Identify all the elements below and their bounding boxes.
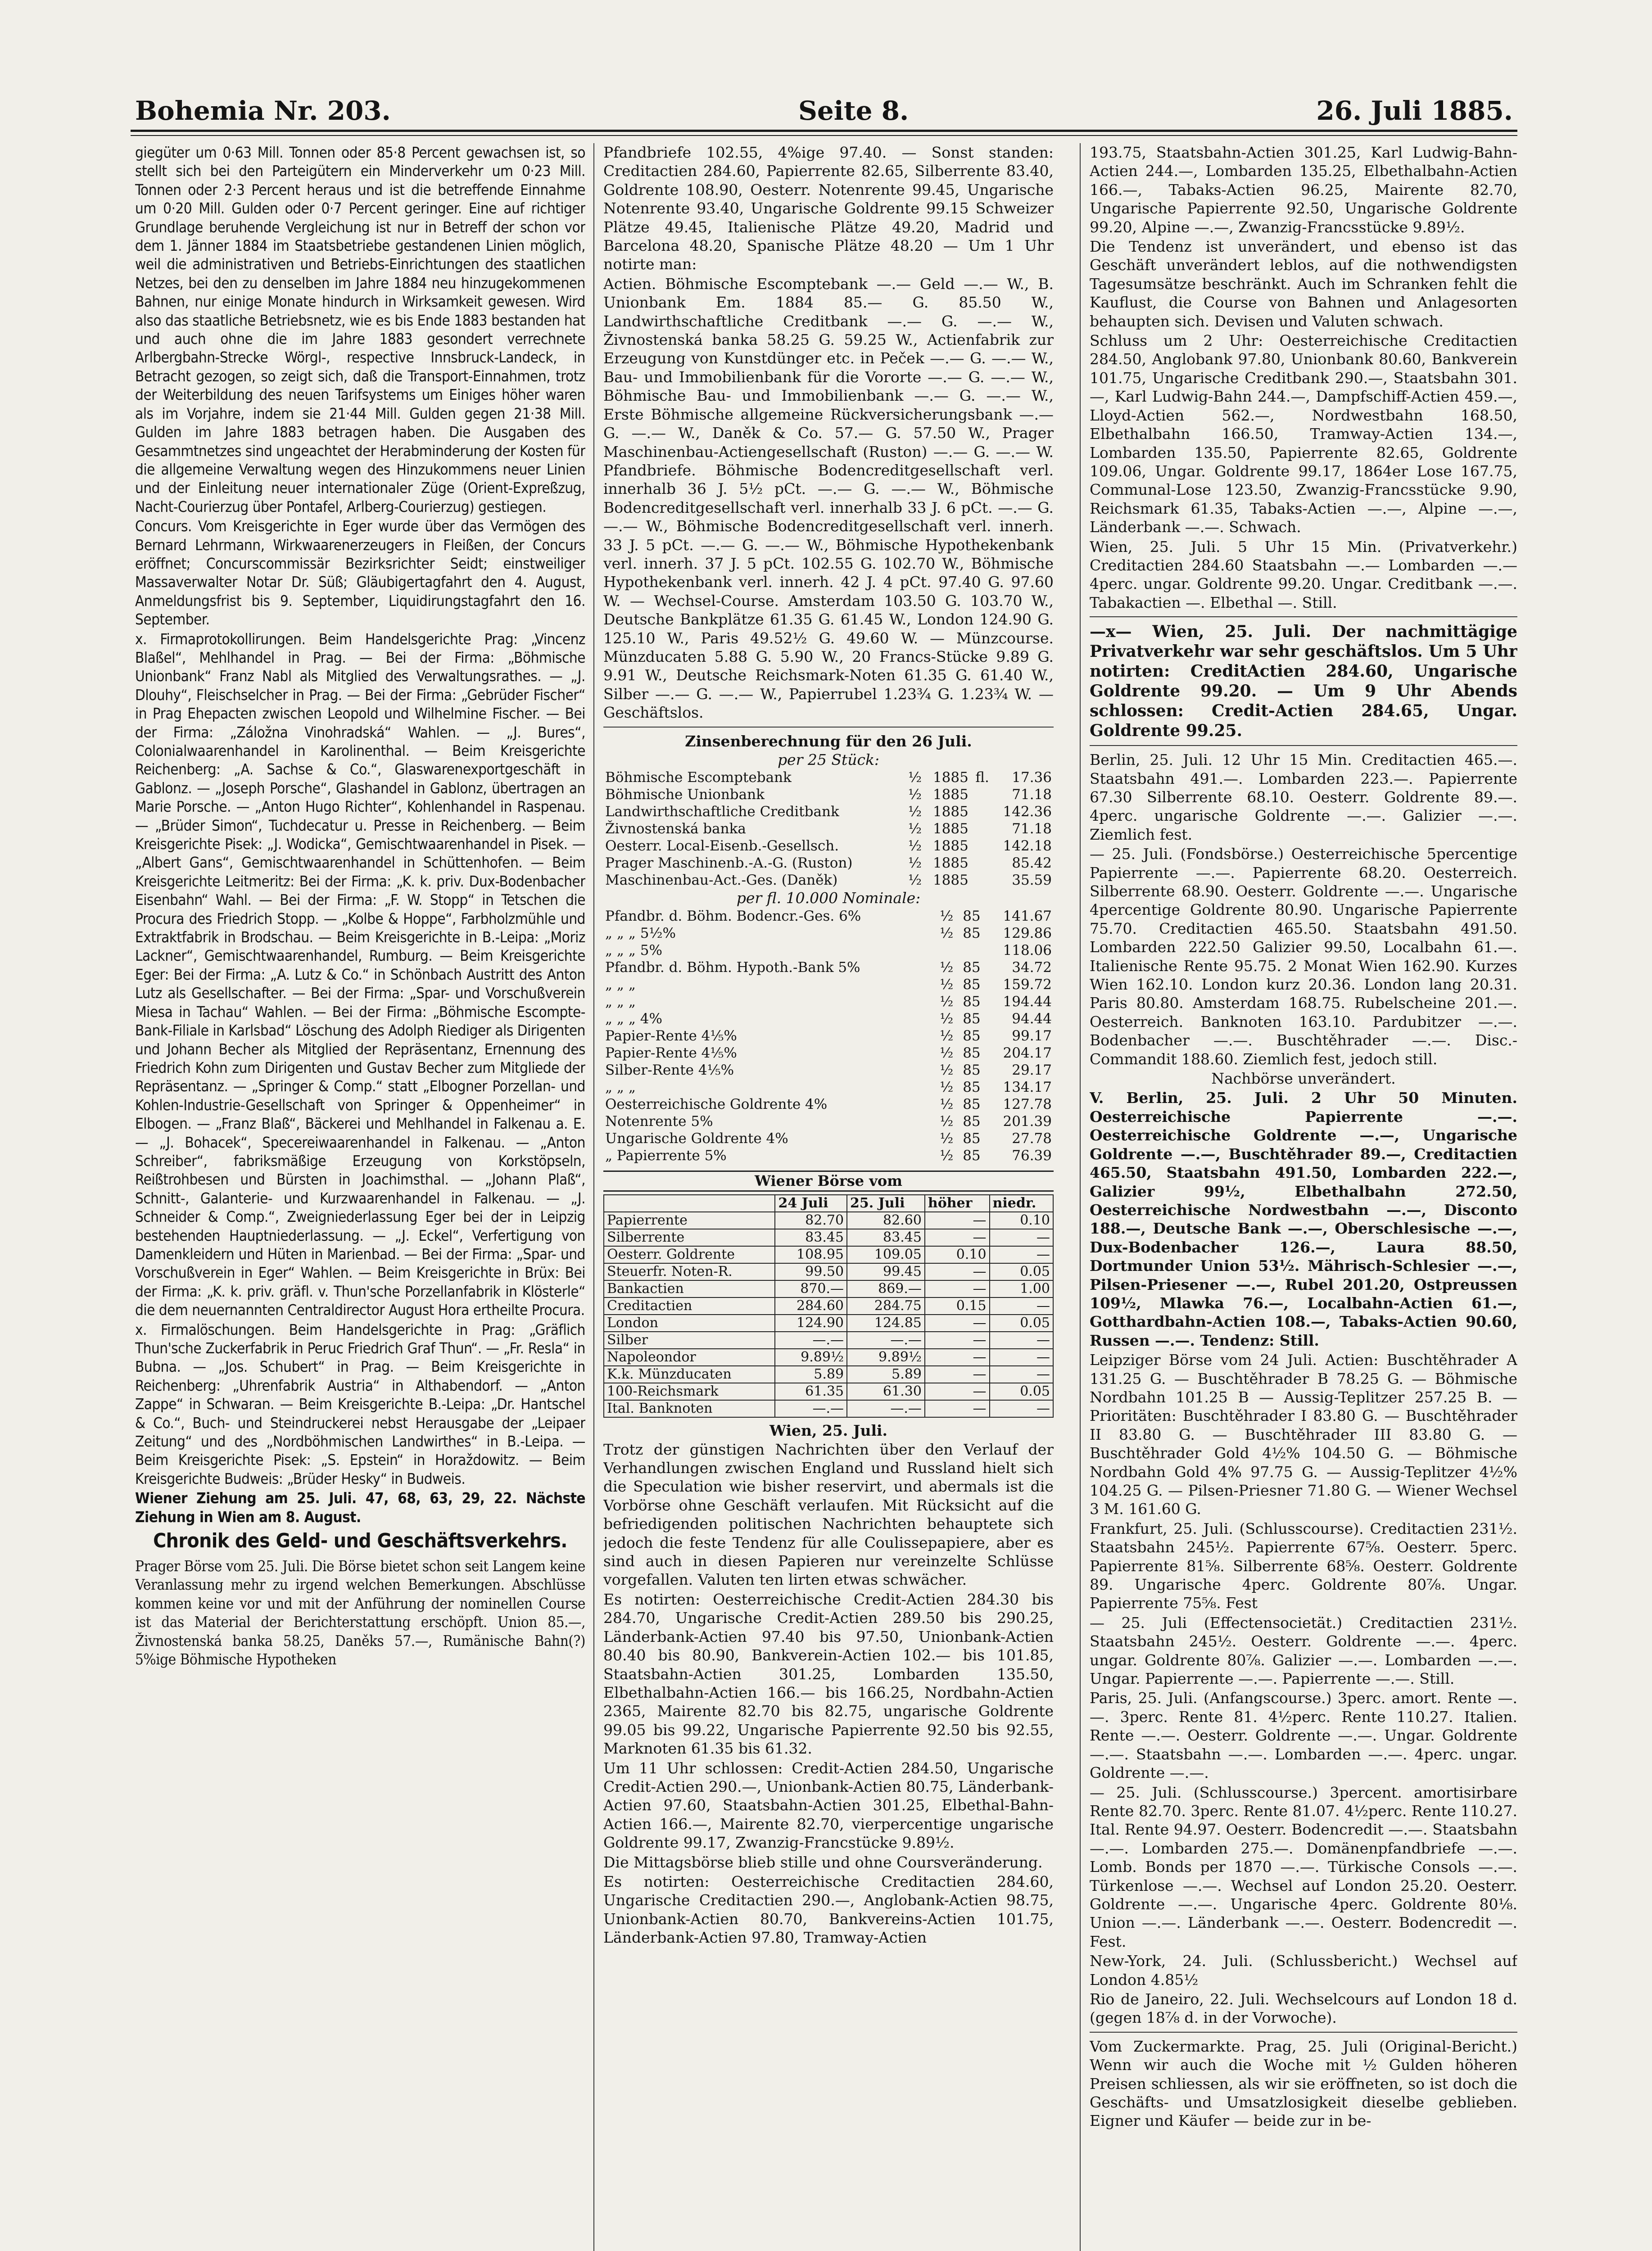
interest-row bbox=[603, 1096, 1054, 1113]
table-cell: 124.90 bbox=[775, 1315, 847, 1332]
table-cell: —.— bbox=[775, 1400, 847, 1417]
article-vienna-11uhr: Um 11 Uhr schlossen: Credit-Actien 284.50, Ungarische Credit-Actien 290.—, Unionbank-Actien 80.75, Länderbank-Actien 97.60, Staatsbahn-Actien 301.25, Elbethal-Bahn-Actien 166.—, Mairente 82.70, vierpercentige ungarische Goldrente 99.17, Zwanzig-Francstücke 9.89½. bbox=[603, 1759, 1054, 1852]
table-cell-label: „ „ „ bbox=[605, 993, 636, 1010]
interest-table-subtitle: per 25 Stück: bbox=[777, 751, 880, 768]
table-cell: 1885 bbox=[932, 855, 969, 872]
page-header bbox=[135, 77, 1513, 126]
column-separator bbox=[593, 143, 594, 2251]
table-cell: ½ bbox=[940, 1010, 954, 1027]
table-cell: 34.72 bbox=[1012, 959, 1052, 976]
table-cell-label: Napoleondor bbox=[604, 1349, 775, 1366]
table-cell: — bbox=[925, 1400, 990, 1417]
table-cell-label: Pfandbr. d. Böhm. Hypoth.-Bank 5% bbox=[605, 959, 860, 976]
interest-row bbox=[603, 942, 1054, 959]
table-cell: 142.36 bbox=[1003, 804, 1052, 820]
table-cell-label: „ Papierrente 5% bbox=[605, 1147, 727, 1164]
table-cell: 94.44 bbox=[1012, 1010, 1052, 1027]
table-cell: 61.35 bbox=[775, 1383, 847, 1400]
table-cell: 99.45 bbox=[847, 1263, 925, 1280]
table-cell: 284.60 bbox=[775, 1297, 847, 1315]
divider bbox=[1090, 745, 1517, 746]
article-new-york: New-York, 24. Juli. (Schlussbericht.) Wechsel auf London 4.85½ bbox=[1090, 1952, 1517, 1989]
exchange-row bbox=[604, 1315, 1053, 1332]
divider bbox=[1090, 616, 1517, 617]
article-paris: Paris, 25. Juli. (Anfangscourse.) 3perc. amort. Rente —.—. 3perc. Rente 81. 4½perc. Rente 110.27. Italien. Rente —.—. Oesterr. Goldrente —.—. Ungar. Goldrente —.—. Staatsbahn —.—. Lombarden —.—. 4perc. ungar. Goldrente —.—. bbox=[1090, 1689, 1517, 1782]
table-cell: ½ bbox=[940, 925, 954, 941]
header-date: 26. Juli 1885. bbox=[1316, 95, 1513, 126]
table-cell bbox=[970, 786, 991, 803]
table-cell: 141.67 bbox=[1003, 908, 1052, 924]
column-2 bbox=[603, 143, 1054, 2251]
table-cell: ½ bbox=[908, 855, 922, 872]
table-cell: 85 bbox=[963, 908, 981, 924]
interest-row bbox=[603, 976, 1054, 993]
article-vienna-notirten: Es notirten: Oesterreichische Credit-Actien 284.30 bis 284.70, Ungarische Credit-Actien 289.50 bis 290.25, Länderbank-Actien 97.40 bis 97.50, Unionbank-Actien 80.40 bis 80.90, Bankverein-Actien 102.— bis 101.85, Staatsbahn-Actien 301.25, Lombarden 135.50, Elbethalbahn-Actien 166.— bis 166.25, Nordbahn-Actien 2365, Mairente 82.70 bis 82.75, ungarische Goldrente 99.05 bis 99.22, Ungarische Papierrente 92.50 bis 92.55, Marknoten 61.35 bis 61.32. bbox=[603, 1590, 1054, 1758]
table-cell: ½ bbox=[908, 769, 922, 786]
header-rule-thin bbox=[131, 135, 1517, 136]
table-cell: — bbox=[925, 1366, 990, 1383]
table-cell-label: Böhmische Unionbank bbox=[605, 786, 765, 803]
table-cell: 204.17 bbox=[1003, 1044, 1052, 1061]
article-lottery-draw: Wiener Ziehung am 25. Juli. 47, 68, 63, 29, 22. Nächste Ziehung in Wien am 8. August. bbox=[135, 1489, 585, 1526]
table-cell: 71.18 bbox=[1012, 786, 1052, 803]
table-cell: ½ bbox=[940, 976, 954, 993]
table-cell bbox=[982, 1079, 987, 1096]
article-berlin-250: V. Berlin, 25. Juli. 2 Uhr 50 Minuten. Oesterreichische Papierrente —.—. Oesterreichische Goldrente —.—, Ungarische Goldrente —.—, Buschtěhrader 89.—, Creditactien 465.50, Staatsbahn 491.50, Lombarden 222.—, Galizier 99½, Elbethalbahn 272.50, Oesterreichische Nordwestbahn —.—, Disconto 188.—, Deutsche Bank —.—, Oberschlesische —.—, Dux-Bodenbacher 126.—, Laura 88.50, Dortmunder Union 53½. Mährisch-Schlesier —.—, Pilsen-Priesener —.—, Rubel 201.20, Ostpreussen 109½, Mlawka 76.—, Localbahn-Actien 61.—, Gotthardbahn-Actien 108.—, Tabaks-Actien 90.60, Russen —.—. Tendenz: Still. bbox=[1090, 1089, 1517, 1349]
article-frankfurt: Frankfurt, 25. Juli. (Schlusscourse). Creditactien 231½. Staatsbahn 245½. Papierrente 67⅝. Oesterr. 5perc. Papierrente 81⅝. Silberrente 68⅝. Oesterr. Goldrente 89. Ungarische 4perc. Goldrente 80⅞. Ungar. Papierrente 75⅝. Fest bbox=[1090, 1519, 1517, 1612]
table-cell: 142.18 bbox=[1003, 838, 1052, 854]
table-cell: — bbox=[990, 1297, 1053, 1315]
table-cell: — bbox=[925, 1229, 990, 1246]
table-cell: 0.10 bbox=[990, 1212, 1053, 1229]
table-cell: 0.10 bbox=[925, 1246, 990, 1263]
table-cell: —.— bbox=[847, 1332, 925, 1349]
table-cell: 85 bbox=[963, 1027, 981, 1044]
interest-row bbox=[603, 1062, 1054, 1079]
article-vienna-close: Schluss um 2 Uhr: Oesterreichische Creditactien 284.50, Anglobank 97.80, Unionbank 80.60, Bankverein 101.75, Ungarische Creditbank 290.—, Staatsbahn 301.—, Karl Ludwig-Bahn 244.—, Dampfschiff-Actien 459.—, Lloyd-Actien 562.—, Nordwestbahn 168.50, Elbethalbahn 166.50, Tramway-Actien 134.—, Lombarden 135.50, Papierrente 82.65, Goldrente 109.06, Ungar. Goldrente 99.17, 1864er Lose 167.75, Communal-Lose 123.50, Zwanzig-Francsstücke 9.90, Reichsmark 61.35, Tabaks-Actien —.—, Alpine —.—, Länderbank —.—. Schwach. bbox=[1090, 332, 1517, 536]
table-cell: 1885 bbox=[932, 821, 969, 837]
table-cell: 99.50 bbox=[775, 1263, 847, 1280]
exchange-row bbox=[604, 1366, 1053, 1383]
table-cell: 9.89½ bbox=[775, 1349, 847, 1366]
table-cell-label: Ungarische Goldrente 4% bbox=[605, 1130, 788, 1147]
table-cell: 82.70 bbox=[775, 1212, 847, 1229]
table-cell: ½ bbox=[940, 1079, 954, 1095]
column-1 bbox=[135, 143, 585, 2251]
table-cell: 201.39 bbox=[1003, 1113, 1052, 1130]
table-cell: — bbox=[925, 1349, 990, 1366]
table-header-cell: niedr. bbox=[990, 1195, 1053, 1212]
article-frankfurt-2: — 25. Juli (Effectensocietät.) Creditactien 231½. Staatsbahn 245½. Oesterr. Goldrente —.—. 4perc. ungar. Goldrente 80⅞. Galizier —.—. Lombarden —.—. Ungar. Papierrente —.—. Papierrente —.—. Still. bbox=[1090, 1614, 1517, 1688]
table-cell-label: Silber-Rente 4⅕% bbox=[605, 1062, 734, 1078]
table-cell-label: Oesterr. Local-Eisenb.-Gesellsch. bbox=[605, 838, 839, 854]
exchange-row bbox=[604, 1263, 1053, 1280]
divider bbox=[603, 727, 1054, 728]
table-cell: ½ bbox=[908, 804, 922, 820]
table-cell bbox=[982, 1010, 987, 1027]
table-header-cell bbox=[604, 1195, 775, 1212]
table-cell bbox=[970, 820, 991, 837]
table-cell: 85 bbox=[963, 1044, 981, 1061]
article-vienna-private: Wien, 25. Juli. 5 Uhr 15 Min. (Privatverkehr.) Creditactien 284.60 Staatsbahn —.— Lombarden —.— 4perc. ungar. Goldrente 99.20. Ungar. Creditbank —.—. Tabakactien —. Elbethal —. Still. bbox=[1090, 538, 1517, 611]
table-cell: ½ bbox=[940, 1147, 954, 1164]
table-cell-label: Pfandbr. d. Böhm. Bodencr.-Ges. 6% bbox=[605, 908, 861, 924]
exchange-row bbox=[604, 1383, 1053, 1400]
exchange-row bbox=[604, 1349, 1053, 1366]
table-cell: — bbox=[990, 1400, 1053, 1417]
exchange-row bbox=[604, 1297, 1053, 1315]
table-cell: 71.18 bbox=[1012, 821, 1052, 837]
table-cell: 83.45 bbox=[775, 1229, 847, 1246]
interest-row bbox=[603, 820, 1054, 837]
table-cell-label: „ „ „ 5½% bbox=[605, 925, 676, 941]
table-cell: — bbox=[990, 1246, 1053, 1263]
table-cell-label: Papier-Rente 4⅕% bbox=[605, 1044, 737, 1061]
table-cell bbox=[982, 942, 987, 959]
table-cell: — bbox=[925, 1280, 990, 1297]
vienna-exchange-title: Wiener Börse vom bbox=[603, 1171, 1054, 1192]
interest-row bbox=[603, 769, 1054, 786]
interest-row bbox=[603, 908, 1054, 925]
article-prague-actien: Actien. Böhmische Escomptebank —.— Geld —.— W., B. Unionbank Em. 1884 85.— G. 85.50 W., Landwirthschaftliche Creditbank —.— G. —.— W., Živnostenská banka 58.25 G. 59.25 W., Actienfabrik zur Erzeugung von Kunstdünger etc. in Peček —.— G. —.— W., Bau- und Immobilienbank für die Vororte —.— G. —.— W., Böhmische Bau- und Immobilienbank —.— G. —.— W., Erste Böhmische allgemeine Rückversicherungsbank —.— G. —.— W., Daněk & Co. 57.— G. 57.50 W., Prager Maschinenbau-Actiengesellschaft (Ruston) —.— G. —.— W. Pfandbriefe. Böhmische Bodencreditgesellschaft verl. innerhalb 36 J. 5½ pCt. —.— G. —.— W., Böhmische Bodencreditgesellschaft verl. innerhalb 33 J. 6 pCt. —.— G. —.— W., Böhmische Bodencreditgesellschaft verl. innerh. 33 J. 5 pCt. —.— G. —.— W., Böhmische Hypothekenbank verl. innerh. 37 J. 5 pCt. 102.55 G. 102.70 W., Böhmische Hypothekenbank verl. innerh. 42 J. 4 pCt. 97.40 G. 97.60 W. — Wechsel-Course. Amsterdam 103.50 G. 103.70 W., Deutsche Bankplätze 61.35 G. 61.45 W., London 124.90 G. 125.10 W., Paris 49.52½ G. 49.60 W. — Münzcourse. Münzducaten 5.88 G. 5.90 W., 20 Francs-Stücke 9.89 G. 9.91 W., Deutsche Reichsmark-Noten 61.35 G. 61.40 W., Silber —.— G. —.— W., Papierrubel 1.23¾ G. 1.23¾ W. — Geschäftslos. bbox=[603, 275, 1054, 722]
table-cell bbox=[982, 993, 987, 1010]
table-cell bbox=[982, 1062, 987, 1079]
interest-row bbox=[603, 1079, 1054, 1096]
interest-row bbox=[603, 925, 1054, 942]
table-cell bbox=[982, 1044, 987, 1062]
interest-row bbox=[603, 854, 1054, 872]
article-prague-exchange: Prager Börse vom 25. Juli. Die Börse bietet schon seit Langem keine Veranlassung mehr zu irgend welchen Bemerkungen. Abschlüsse kommen keine vor und mit der Anführung der nominellen Course ist das Material der Berichterstattung erschöpft. Union 85.—, Živnostenská banka 58.25, Daněks 57.—, Rumänische Bahn(?) 5%ige Böhmische Hypotheken bbox=[135, 1557, 585, 1668]
table-cell: 83.45 bbox=[847, 1229, 925, 1246]
table-cell: ½ bbox=[940, 959, 954, 976]
interest-table bbox=[603, 769, 1054, 889]
article-railway-report: giegüter um 0·63 Mill. Tonnen oder 85·8 Percent gewachsen ist, so stellt sich bei den Parteigütern ein Minderverkehr um 0·23 Mill. Tonnen oder 2·3 Percent heraus und ist die betreffende Einnahme um 0·20 Mill. Gulden oder 0·7 Percent geringer. Eine auf richtiger Grundlage beruhende Vergleichung ist nur in Betreff der schon vor dem 1. Jänner 1884 im Staatsbetriebe gestandenen Linien möglich, weil die administrativen und Betriebs-Einrichtungen des staatlichen Netzes, bei den zu denselben im Jahre 1884 neu hinzugekommenen Bahnen, nur einige Monate hindurch in Wirksamkeit gewesen. Wird also das staatliche Betriebsnetz, wie es bis Ende 1883 bestanden hat und auch ohne die im Jahre 1883 gesondert verrechnete Arlbergbahn-Strecke Wörgl-, respective Innsbruck-Landeck, in Betracht gezogen, so zeigt sich, daß die Transport-Einnahmen, trotz der Weiterbildung des neuen Tarifsystems um Einiges höher waren als im Vorjahre, indem sie 21·44 Mill. Gulden gegen 21·38 Mill. Gulden im Jahre 1883 betragen haben. Die Ausgaben des Gesammtnetzes sind ungeachtet der Herabminderung der Kosten für die allgemeine Verwaltung wegen des Hinzukommens neuer Linien und der Einleitung neuer internationaler Züge (Orient-Expreßzug, Nacht-Courierzug über Pontafel, Arlberg-Courierzug) gestiegen. bbox=[135, 144, 585, 515]
table-cell bbox=[982, 1130, 987, 1147]
table-cell-label: K.k. Münzducaten bbox=[604, 1366, 775, 1383]
interest-row bbox=[603, 786, 1054, 803]
interest-row bbox=[603, 803, 1054, 820]
table-cell: —.— bbox=[847, 1400, 925, 1417]
table-cell bbox=[982, 959, 987, 976]
exchange-row bbox=[604, 1212, 1053, 1229]
table-cell bbox=[982, 925, 987, 942]
table-cell-label: „ „ „ bbox=[605, 1079, 636, 1095]
article-firm-deletions: x. Firmalöschungen. Beim Handelsgerichte in Prag: „Gräflich Thun'sche Zuckerfabrik in Peruc Friedrich Graf Thun“. — „Fr. Resla“ in Bubna. — „Jos. Schubert“ in Prag. — Beim Kreisgerichte in Reichenberg: „Uhrenfabrik Austria“ in Althabendorf. — „Anton Zappe“ in Schwaran. — Beim Kreisgerichte B.-Leipa: „Dr. Hantschel & Co.“, Buch- und Steindruckerei nebst Herausgabe der „Leipaer Zeitung“ und des „Nordböhmischen Landwirthes“ in B.-Leipa. — Beim Kreisgerichte Pisek: „S. Epstein“ in Horaždowitz. — Beim Kreisgerichte Budweis: „Brüder Hesky“ in Budweis. bbox=[135, 1320, 585, 1487]
exchange-row bbox=[604, 1400, 1053, 1417]
table-cell-label: Silberrente bbox=[604, 1229, 775, 1246]
table-cell: 17.36 bbox=[1012, 769, 1052, 786]
interest-row bbox=[603, 1010, 1054, 1027]
table-cell-label: Oesterreichische Goldrente 4% bbox=[605, 1096, 828, 1112]
article-sugar-market: Vom Zuckermarkte. Prag, 25. Juli (Original-Bericht.) Wenn wir auch die Woche mit ½ Gulden höheren Preisen schliessen, als wir sie eröffneten, so ist doch die Geschäfts- und Umsatzlosigkeit dieselbe geblieben. Eigner und Käufer — beide zur in be- bbox=[1090, 2037, 1517, 2130]
table-cell: 108.95 bbox=[775, 1246, 847, 1263]
table-cell: 29.17 bbox=[1012, 1062, 1052, 1078]
table-cell: — bbox=[925, 1263, 990, 1280]
table-cell: 0.05 bbox=[990, 1263, 1053, 1280]
interest-row bbox=[603, 993, 1054, 1010]
table-cell bbox=[982, 1113, 987, 1130]
table-cell: ½ bbox=[940, 1130, 954, 1147]
vienna-report-title: Wien, 25. Juli. bbox=[769, 1422, 888, 1440]
table-cell: 85 bbox=[963, 1130, 981, 1147]
table-cell: 5.89 bbox=[775, 1366, 847, 1383]
exchange-row bbox=[604, 1229, 1053, 1246]
table-cell: 870.— bbox=[775, 1280, 847, 1297]
article-vienna-afternoon: —x— Wien, 25. Juli. Der nachmittägige Privatverkehr war sehr geschäftslos. Um 5 Uhr notirten: CreditActien 284.60, Ungarische Goldrente 99.20. — Um 9 Uhr Abends schlossen: Credit-Actien 284.65, Ungar. Goldrente 99.25. bbox=[1090, 622, 1517, 741]
table-header-cell: 24 Juli bbox=[775, 1195, 847, 1212]
table-cell: 159.72 bbox=[1003, 976, 1052, 993]
table-cell: 1885 bbox=[932, 838, 969, 854]
interest-row bbox=[603, 837, 1054, 854]
table-cell: 1.00 bbox=[990, 1280, 1053, 1297]
table-cell bbox=[970, 854, 991, 872]
table-cell: 9.89½ bbox=[847, 1349, 925, 1366]
table-cell bbox=[933, 942, 955, 959]
table-cell bbox=[982, 1147, 987, 1164]
table-cell: —.— bbox=[775, 1332, 847, 1349]
table-cell: 118.06 bbox=[1003, 942, 1052, 958]
column-3 bbox=[1090, 143, 1517, 2251]
table-cell-label: Landwirthschaftliche Creditbank bbox=[605, 804, 839, 820]
table-cell: — bbox=[925, 1383, 990, 1400]
table-cell: 85 bbox=[963, 993, 981, 1010]
table-cell: 0.05 bbox=[990, 1383, 1053, 1400]
exchange-row bbox=[604, 1332, 1053, 1349]
header-rule bbox=[131, 130, 1517, 132]
table-cell: 124.85 bbox=[847, 1315, 925, 1332]
table-cell: 61.30 bbox=[847, 1383, 925, 1400]
interest-row bbox=[603, 872, 1054, 889]
table-cell: 1885 bbox=[932, 786, 969, 803]
table-cell: 0.15 bbox=[925, 1297, 990, 1315]
header-page-number: Seite 8. bbox=[798, 95, 909, 126]
table-cell: 85 bbox=[963, 1096, 981, 1112]
interest-row bbox=[603, 1044, 1054, 1062]
table-cell: — bbox=[990, 1229, 1053, 1246]
table-cell-label: Creditactien bbox=[604, 1297, 775, 1315]
article-berlin-fonds: — 25. Juli. (Fondsbörse.) Oesterreichische 5percentige Papierrente —.—. Papierrente 68.20. Oesterreich. Silberrente 68.90. Oesterr. Goldrente —.—. Ungarische 4percentige Goldrente 80.90. Ungarische Papierrente 75.70. Creditactien 465.50. Staatsbahn 491.50. Lombarden 222.50 Galizier 99.50, Localbahn 61.—. Italienische Rente 95.75. 2 Monat Wien 162.90. Kurzes Wien 162.10. London kurz 20.36. London lang 20.31. Paris 80.80. Amsterdam 168.75. Rubelscheine 201.—. Oesterreich. Banknoten 163.10. Pardubitzer —.—. Bodenbacher —.—. Buschtěhrader —.—. Disc.-Commandit 188.60. Ziemlich fest, jedoch still. bbox=[1090, 845, 1517, 1068]
table-cell bbox=[970, 837, 991, 854]
table-header-cell: höher bbox=[925, 1195, 990, 1212]
table-header-cell: 25. Juli bbox=[847, 1195, 925, 1212]
table-cell: ½ bbox=[940, 1113, 954, 1130]
table-cell-label: „ „ „ 4% bbox=[605, 1010, 662, 1027]
table-cell: 1885 bbox=[932, 804, 969, 820]
table-cell-label: Silber bbox=[604, 1332, 775, 1349]
table-cell: — bbox=[990, 1366, 1053, 1383]
table-cell: ½ bbox=[940, 1044, 954, 1061]
table-cell-label: Bankactien bbox=[604, 1280, 775, 1297]
article-vienna-notirten-2: Es notirten: Oesterreichische Creditactien 284.60, Ungarische Creditactien 290.—, Anglobank-Actien 98.75, Unionbank-Actien 80.70, Bankvereins-Actien 101.75, Länderbank-Actien 97.80, Tramway-Actien bbox=[603, 1872, 1054, 1947]
table-cell: 129.86 bbox=[1003, 925, 1052, 941]
table-cell: ½ bbox=[908, 838, 922, 854]
table-cell: 134.17 bbox=[1003, 1079, 1052, 1095]
table-cell bbox=[955, 942, 982, 959]
table-cell: ½ bbox=[908, 786, 922, 803]
table-cell: 85 bbox=[963, 959, 981, 976]
table-cell-label: Papierrente bbox=[604, 1212, 775, 1229]
table-cell bbox=[970, 872, 991, 889]
article-prague-quotes: Pfandbriefe 102.55, 4%ige 97.40. — Sonst standen: Creditactien 284.60, Papierrente 82.65, Silberrente 83.40, Goldrente 108.90, Oesterr. Notenrente 99.45, Ungarische Notenrente 93.40, Ungarische Goldrente 99.15 Schweizer Plätze 49.45, Italienische Plätze 49.20, Madrid und Barcelona 48.20, Spanische Plätze 48.20 — Um 1 Uhr notirte man: bbox=[603, 144, 1054, 273]
table-cell: 869.— bbox=[847, 1280, 925, 1297]
table-cell: 99.17 bbox=[1012, 1027, 1052, 1044]
table-cell: 85 bbox=[963, 1147, 981, 1164]
interest-table-2 bbox=[603, 908, 1054, 1164]
article-berlin: Berlin, 25. Juli. 12 Uhr 15 Min. Creditactien 465.—. Staatsbahn 491.—. Lombarden 223.—. Papierrente 67.30 Silberrente 68.10. Oesterr. Goldrente 89.—. 4perc. ungarische Goldrente —.—. Galizier —.—. Ziemlich fest. bbox=[1090, 751, 1517, 843]
divider bbox=[1090, 2032, 1517, 2033]
article-firm-registrations: x. Firmaprotokollirungen. Beim Handelsgerichte Prag: „Vincenz Blaßel“, Mehlhandel in Prag. — Bei der Firma: „Böhmische Unionbank“ Franz Nabl als Mitglied des Verwaltungsrathes. — „J. Dlouhy“, Fleischselcher in Prag. — Bei der Firma: „Gebrüder Fischer“ in Prag Ehepacten zwischen Leopold und Wilhelmine Fischer. — Bei der Firma: „Záložna Vinohradská“ Wahlen. — „J. Bures“, Colonialwaarenhandel in Karolinenthal. — Beim Kreisgerichte Reichenberg: „A. Sachse & Co.“, Glaswarenexportgeschäft in Gablonz. — „Joseph Porsche“, Glashandel in Gablonz, übertragen an Marie Porsche. — „Anton Hugo Richter“, Kohlenhandel in Raspenau. — „Brüder Simon“, Tuchdecatur u. Presse in Reichenberg. — Beim Kreisgerichte Pisek: „J. Wodicka“, Gemischtwaarenhandel in Pisek. — „Albert Gans“, Gemischtwaarenhandel in Schüttenhofen. — Beim Kreisgerichte Leitmeritz: Bei der Firma: „K. k. priv. Dux-Bodenbacher Eisenbahn“ Wahl. — Bei der Firma: „F. W. Stopp“ in Tetschen die Procura des Friedrich Stopp. — „Kolbe & Hoppe“, Farbholzmühle und Extraktfabrik in Brodschau. — Beim Kreisgerichte in B.-Leipa: „Moriz Lackner“, Gemischtwaarenhandel, Rumburg. — Beim Kreisgerichte Eger: Bei der Firma: „A. Lutz & Co.“ in Schönbach Austritt des Anton Lutz als Gesellschafter. — Bei der Firma: „Spar- und Vorschußverein Miesa in Tachau“ Wahlen. — Bei der Firma: „Böhmische Escompte-Bank-Filiale in Karlsbad“ Löschung des Adolph Riediger als Dirigenten und Johann Becher als Mitglied der Repräsentanz, Ernennung des Friedrich Kohn zum Dirigenten und Gustav Becher zum Mitgliede der Repräsentanz. — „Springer & Comp.“ statt „Elbogner Porzellan- und Kohlen-Industrie-Gesellschaft von Springer & Oppenheimer“ in Elbogen. — „Franz Blaß“, Bäckerei und Mehlhandel in Falkenau a. E. — „J. Bohacek“, Specereiwaarenhandel in Falkenau. — „Anton Schreiber“, fabriksmäßige Erzeugung von Korkstöpseln, Reißtrohbesen und Bürsten in Joachimsthal. — „Johann Plaß“, Schnitt-, Galanterie- und Kurzwaarenhandel in Falkenau. — „J. Schneider & Comp.“, Zweigniederlassung Eger bei der in Leipzig bestehenden Hauptniederlassung. — „J. Eckel“, Verfertigung von Damenkleidern und Hüten in Marienbad. — Bei der Firma: „Spar- und Vorschußverein in Eger“ Wahlen. — Beim Kreisgerichte in Brüx: Bei der Firma: „K. k. priv. gräfl. v. Thun'sche Porzellanfabrik in Klösterle“ die dem neuernannten Centraldirector August Hora ertheilte Procura. bbox=[135, 630, 585, 1319]
table-cell: — bbox=[925, 1315, 990, 1332]
table-cell: — bbox=[925, 1212, 990, 1229]
table-cell-label: Ital. Banknoten bbox=[604, 1400, 775, 1417]
table-cell: — bbox=[925, 1332, 990, 1349]
table-cell-label: Papier-Rente 4⅕% bbox=[605, 1027, 737, 1044]
table-cell-label: Prager Maschinenb.-A.-G. (Ruston) bbox=[605, 855, 853, 872]
table-cell-label: 100-Reichsmark bbox=[604, 1383, 775, 1400]
table-cell: 85 bbox=[963, 1062, 981, 1078]
table-cell: ½ bbox=[940, 993, 954, 1010]
interest-row bbox=[603, 959, 1054, 976]
table-cell: 109.05 bbox=[847, 1246, 925, 1263]
article-vienna-midday: Die Mittagsbörse blieb stille und ohne Coursveränderung. bbox=[603, 1853, 1043, 1871]
interest-table-subtitle-2: per fl. 10.000 Nominale: bbox=[736, 889, 921, 907]
table-cell: 85 bbox=[963, 976, 981, 993]
exchange-row bbox=[604, 1280, 1053, 1297]
table-cell: — bbox=[990, 1332, 1053, 1349]
section-title-chronik: Chronik des Geld- und Geschäftsverkehrs. bbox=[153, 1529, 567, 1553]
column-separator bbox=[1080, 143, 1081, 2251]
table-cell: 85 bbox=[963, 1079, 981, 1095]
table-cell: 27.78 bbox=[1012, 1130, 1052, 1147]
table-cell: 127.78 bbox=[1003, 1096, 1052, 1112]
table-cell bbox=[970, 803, 991, 820]
table-cell: ½ bbox=[940, 1027, 954, 1044]
table-cell: ½ bbox=[940, 1096, 954, 1112]
table-cell: ½ bbox=[940, 1062, 954, 1078]
table-cell bbox=[982, 1027, 987, 1044]
table-cell: 1885 bbox=[932, 872, 969, 889]
exchange-row bbox=[604, 1246, 1053, 1263]
table-cell: ½ bbox=[940, 908, 954, 924]
table-cell-label: Steuerfr. Noten-R. bbox=[604, 1263, 775, 1280]
table-cell bbox=[982, 976, 987, 993]
table-cell: 76.39 bbox=[1012, 1147, 1052, 1164]
article-berlin-nachboerse: Nachbörse unverändert. bbox=[1211, 1070, 1396, 1088]
table-cell: 85 bbox=[963, 925, 981, 941]
article-concurs: Concurs. Vom Kreisgerichte in Eger wurde über das Vermögen des Bernard Lehrmann, Wirkwaarenerzeugers in Fleißen, der Concurs eröffnet; Concurscommissär Bezirksrichter Seidt; einstweiliger Massaverwalter Notar Dr. Süß; Gläubigertagfahrt den 4. August, Anmeldungsfrist bis 9. September, Liquidirungstagfahrt den 16. September. bbox=[135, 517, 585, 628]
table-cell-label: Živnostenská banka bbox=[605, 821, 746, 837]
table-cell: 5.89 bbox=[847, 1366, 925, 1383]
table-cell: 82.60 bbox=[847, 1212, 925, 1229]
table-cell: — bbox=[990, 1349, 1053, 1366]
table-cell-label: Maschinenbau-Act.-Ges. (Daněk) bbox=[605, 872, 838, 889]
table-cell: ½ bbox=[908, 821, 922, 837]
interest-row bbox=[603, 1113, 1054, 1130]
article-vienna-continued: 193.75, Staatsbahn-Actien 301.25, Karl Ludwig-Bahn-Actien 244.—, Lombarden 135.25, Elbethalbahn-Actien 166.—, Tabaks-Actien 96.25, Mairente 82.70, Ungarische Papierrente 92.50, Ungarische Goldrente 99.20, Alpine —.—, Zwanzig-Francsstücke 9.89½. bbox=[1090, 144, 1517, 236]
table-cell: ½ bbox=[908, 872, 922, 889]
table-cell: 85.42 bbox=[1012, 855, 1052, 872]
table-cell-label: Böhmische Escomptebank bbox=[605, 769, 792, 786]
table-cell bbox=[982, 1096, 987, 1113]
table-cell: 35.59 bbox=[1012, 872, 1052, 889]
table-cell: 194.44 bbox=[1003, 993, 1052, 1010]
table-cell: 85 bbox=[963, 1113, 981, 1130]
table-cell-label: London bbox=[604, 1315, 775, 1332]
table-cell: 85 bbox=[963, 1010, 981, 1027]
table-cell-label: „ „ „ 5% bbox=[605, 942, 662, 958]
table-cell-label: Notenrente 5% bbox=[605, 1113, 713, 1130]
interest-row bbox=[603, 1027, 1054, 1044]
table-cell: 0.05 bbox=[990, 1315, 1053, 1332]
article-paris-2: — 25. Juli. (Schlusscourse.) 3percent. amortisirbare Rente 82.70. 3perc. Rente 81.07. 4½perc. Rente 110.27. Ital. Rente 94.97. Oesterr. Bodencredit —.—. Staatsbahn —.—. Lombarden 275.—. Domänenpfandbriefe —.—. Lomb. Bonds per 1870 —.—. Türkische Consols —.—. Türkenlose —.—. Wechsel auf London 25.20. Oesterr. Goldrente —.—. Ungarische 4perc. Goldrente 80⅛. Union —.—. Länderbank —.—. Oesterr. Bodencredit —. Fest. bbox=[1090, 1783, 1517, 1950]
table-cell-label: „ „ „ bbox=[605, 976, 636, 993]
interest-row bbox=[603, 1147, 1054, 1164]
header-newspaper-issue: Bohemia Nr. 203. bbox=[135, 95, 391, 126]
article-vienna-report: Trotz der günstigen Nachrichten über den Verlauf der Verhandlungen zwischen England und Russland hielt sich die Speculation wie bisher reservirt, und abermals ist die Vorbörse ohne Geschäft verlaufen. Mit Rücksicht auf die befriedigenden politischen Nachrichten behauptete sich jedoch die feste Tendenz für alle Coulissepapiere, aber es sind auch in diesen Papieren nur vereinzelte Schlüsse vorgefallen. Valuten ten lirten etwas schwächer. bbox=[603, 1440, 1054, 1589]
article-rio: Rio de Janeiro, 22. Juli. Wechselcours auf London 18 d. (gegen 18⅞ d. in der Vorwoche). bbox=[1090, 1990, 1517, 2027]
table-cell: 1885 bbox=[932, 769, 969, 786]
table-cell: fl. bbox=[975, 769, 989, 786]
interest-row bbox=[603, 1130, 1054, 1147]
interest-table-title: Zinsenberechnung für den 26 Juli. bbox=[685, 732, 972, 750]
table-cell: 284.75 bbox=[847, 1297, 925, 1315]
table-cell-label: Oesterr. Goldrente bbox=[604, 1246, 775, 1263]
article-leipzig: Leipziger Börse vom 24 Juli. Actien: Buschtěhrader A 131.25 G. — Buschtěhrader B 78.25 G. — Böhmische Nordbahn 101.25 B — Aussig-Teplitzer 257.25 B. — Prioritäten: Buschtěhrader I 83.80 G. — Buschtěhrader II 83.80 G. — Buschtěhrader III 83.80 G. — Buschtěhrader Gold 4½% 104.50 G. — Böhmische Nordbahn Gold 4% 97.75 G. — Aussig-Teplitzer 4½% 104.25 G. — Pilsen-Priesner 71.80 G. — Wiener Wechsel 3 M. 161.60 G. bbox=[1090, 1351, 1517, 1518]
table-cell bbox=[982, 908, 987, 925]
article-vienna-tendency: Die Tendenz ist unverändert, und ebenso ist das Geschäft unverändert leblos, auf die nothwendigsten Tagesumsätze beschränkt. Auch im Schranken fehlt die Kauflust, die Course von Bahnen und Anlagesorten behaupten sich. Devisen und Valuten schwach. bbox=[1090, 238, 1517, 330]
vienna-exchange-table bbox=[603, 1194, 1054, 1418]
